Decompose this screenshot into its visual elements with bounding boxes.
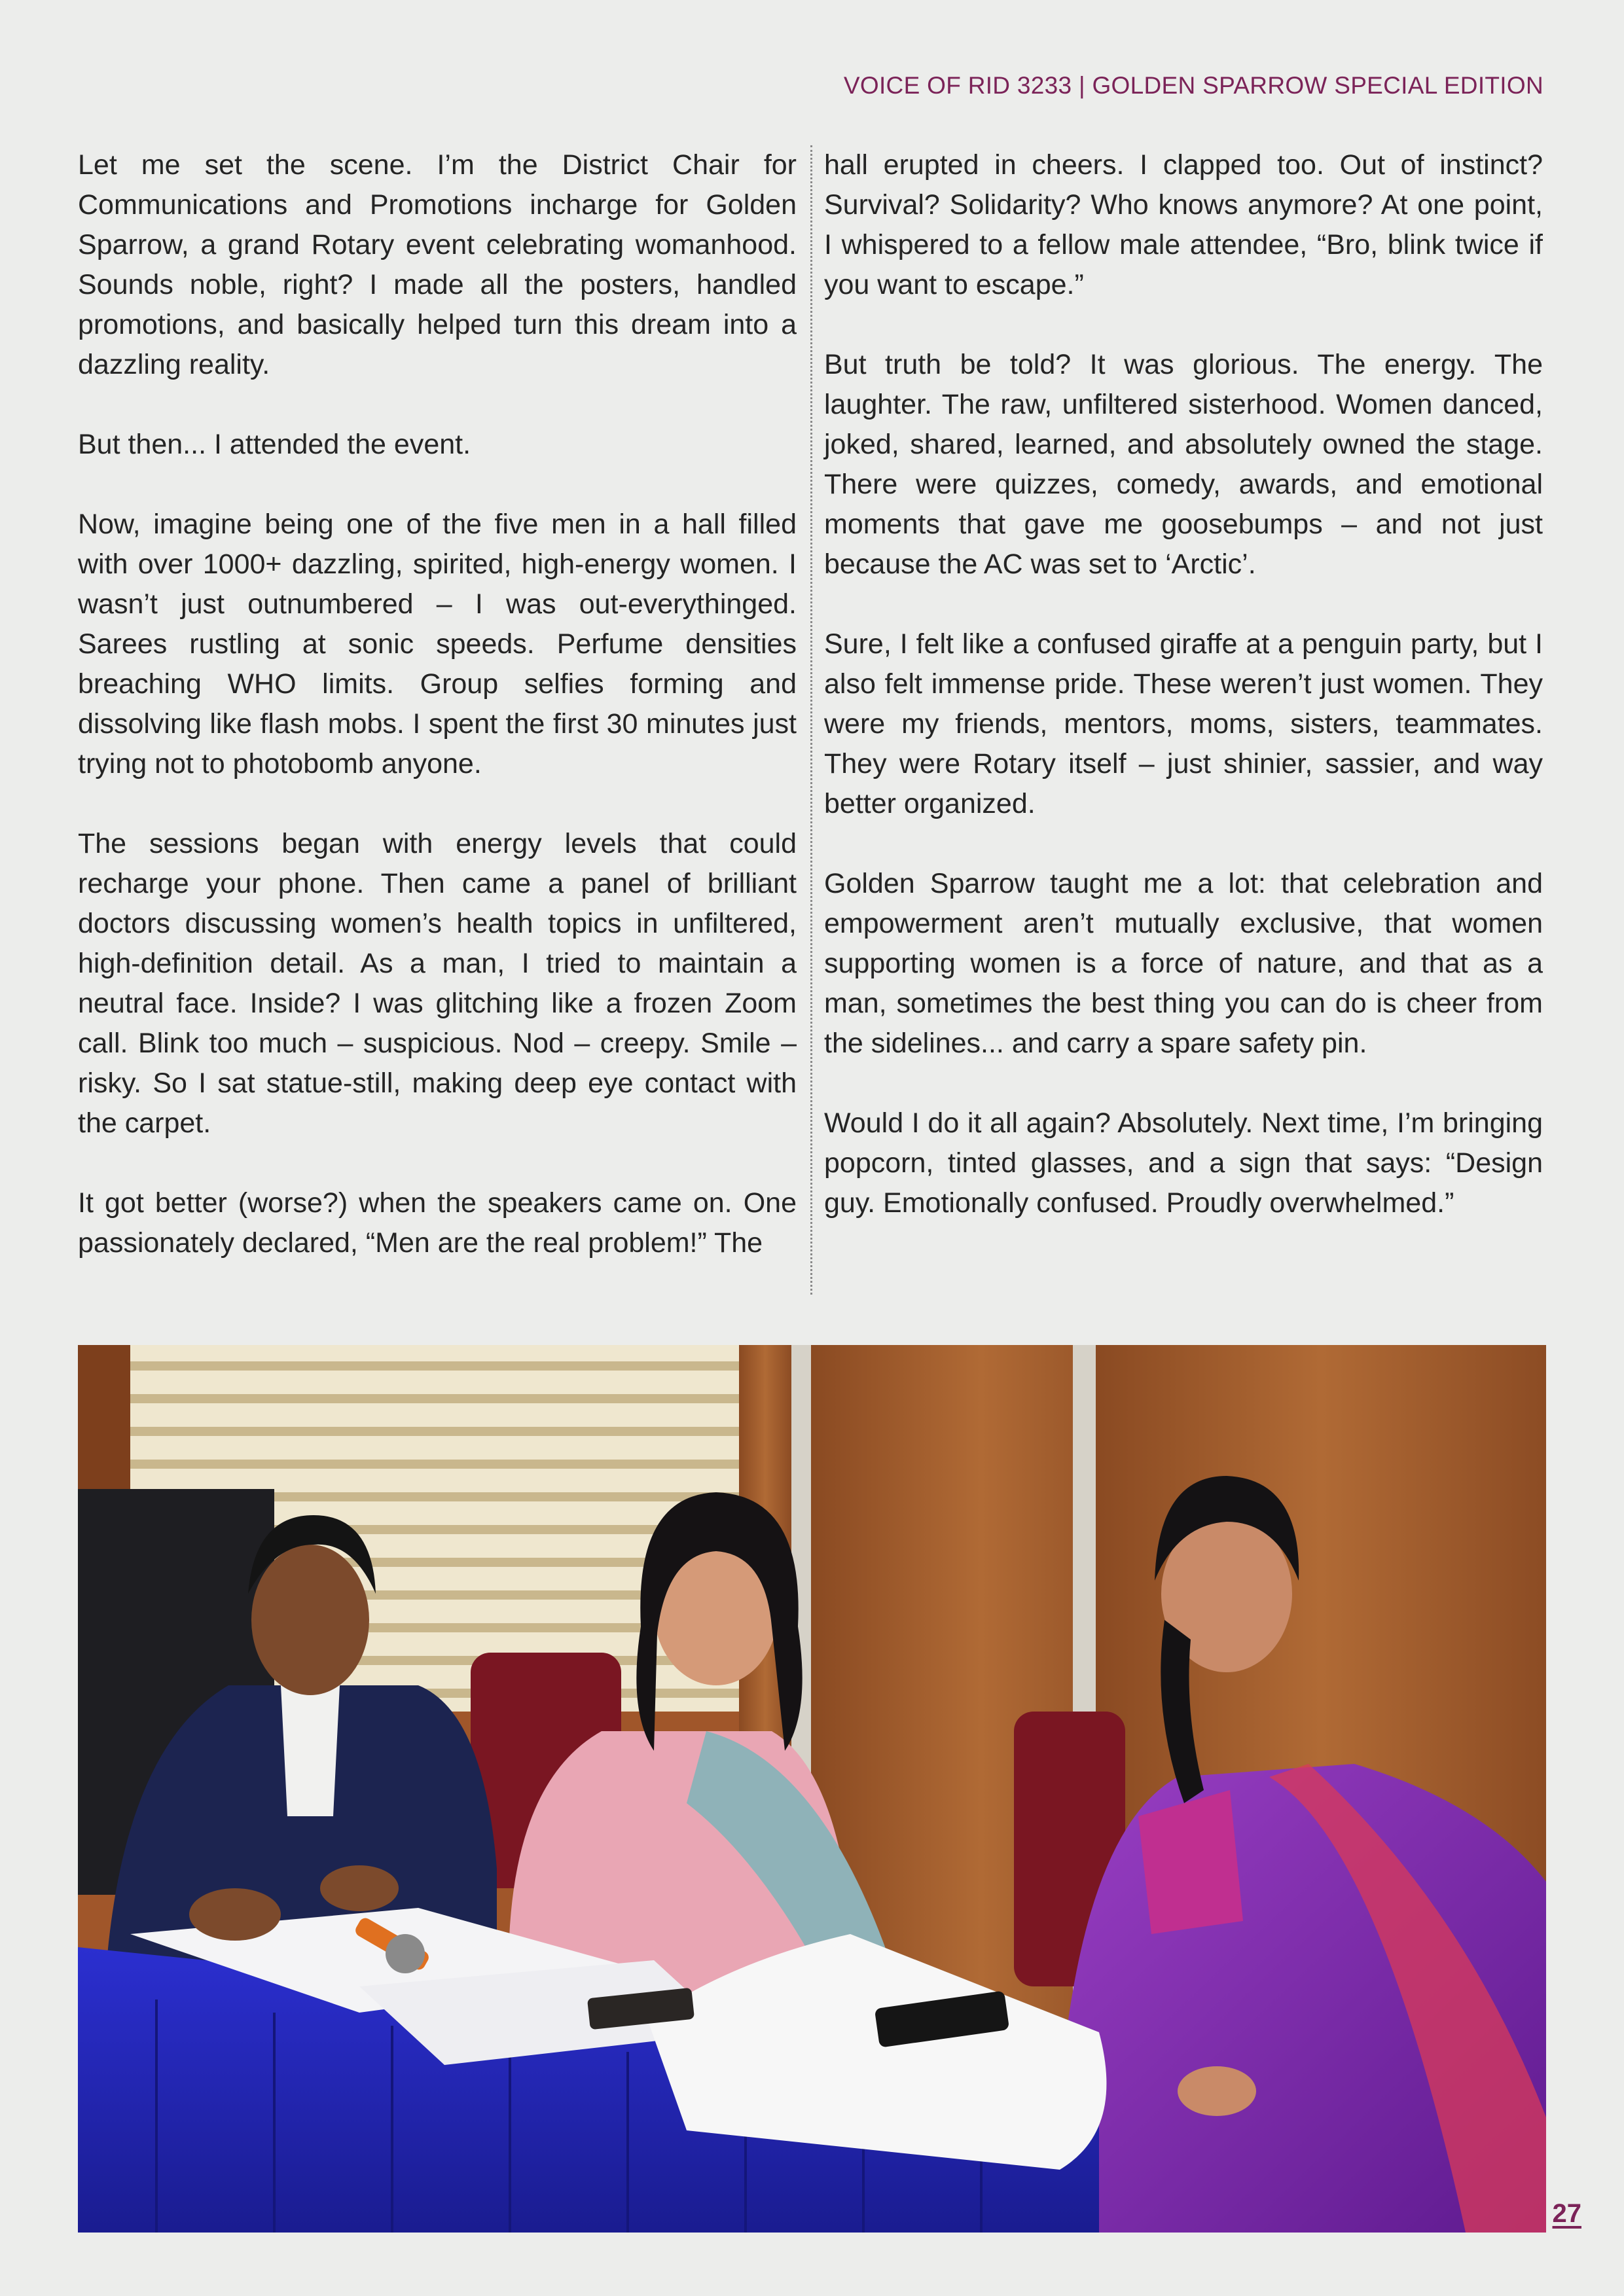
article-paragraph: Would I do it all again? Absolutely. Next time, I’m bringing popcorn, tinted glasses, and a sign that says: “Design guy. Emotionally confused. Proudly overwhelmed.”	[824, 1107, 1543, 1219]
article-paragraph: But then... I attended the event.	[78, 429, 471, 460]
article-column-right	[824, 145, 1543, 1223]
article-paragraph: hall erupted in cheers. I clapped too. Out of instinct? Survival? Solidarity? Who knows anymore? At one point, I whispered to a fellow male attendee, “Bro, blink twice if you want to escape.”	[824, 149, 1543, 300]
running-header: VOICE OF RID 3233 | GOLDEN SPARROW SPECIAL EDITION	[843, 72, 1543, 99]
article-paragraph: The sessions began with energy levels that could recharge your phone. Then came a panel of brilliant doctors discussing women’s health topics in unfiltered, high-definition detail. As a man, I tried to maintain a neutral face. Inside? I was glitching like a frozen Zoom call. Blink too much – suspicious. Nod – creepy. Smile – risky. So I sat statue-still, making deep eye contact with the carpet.	[78, 828, 797, 1139]
article-paragraph: Golden Sparrow taught me a lot: that celebration and empowerment aren’t mutually exclusive, that women supporting women is a force of nature, and that as a man, sometimes the best thing you can do is cheer from the sidelines... and carry a spare safety pin.	[824, 868, 1543, 1059]
page-number: 27	[1552, 2199, 1581, 2228]
article-paragraph: But truth be told? It was glorious. The energy. The laughter. The raw, unfiltered sisterhood. Women danced, joked, shared, learned, and absolutely owned the stage. There were quizzes, comedy, awards, and emotional moments that gave me goosebumps – and not just because the AC was set to ‘Arctic’.	[824, 349, 1543, 580]
article-paragraph: Now, imagine being one of the five men in a hall filled with over 1000+ dazzling, spirited, high-energy women. I wasn’t just outnumbered – I was out-everythinged. Sarees rustling at sonic speeds. Perfume densities breaching WHO limits. Group selfies forming and dissolving like flash mobs. I spent the first 30 minutes just trying not to photobomb anyone.	[78, 509, 797, 780]
article-paragraph: Sure, I felt like a confused giraffe at a penguin party, but I also felt immense pride. These weren’t just women. They were my friends, mentors, moms, sisters, teammates. They were Rotary itself – just shinier, sassier, and way better organized.	[824, 628, 1543, 819]
column-divider	[810, 145, 812, 1295]
article-paragraph: It got better (worse?) when the speakers came on. One passionately declared, “Men are the real problem!” The	[78, 1187, 797, 1259]
event-photo	[78, 1345, 1546, 2233]
article-paragraph: Let me set the scene. I’m the District Chair for Communications and Promotions incharge for Golden Sparrow, a grand Rotary event celebrating womanhood. Sounds noble, right? I made all the posters, handled promotions, and basically helped turn this dream into a dazzling reality.	[78, 149, 797, 380]
article-column-left	[78, 145, 797, 1263]
